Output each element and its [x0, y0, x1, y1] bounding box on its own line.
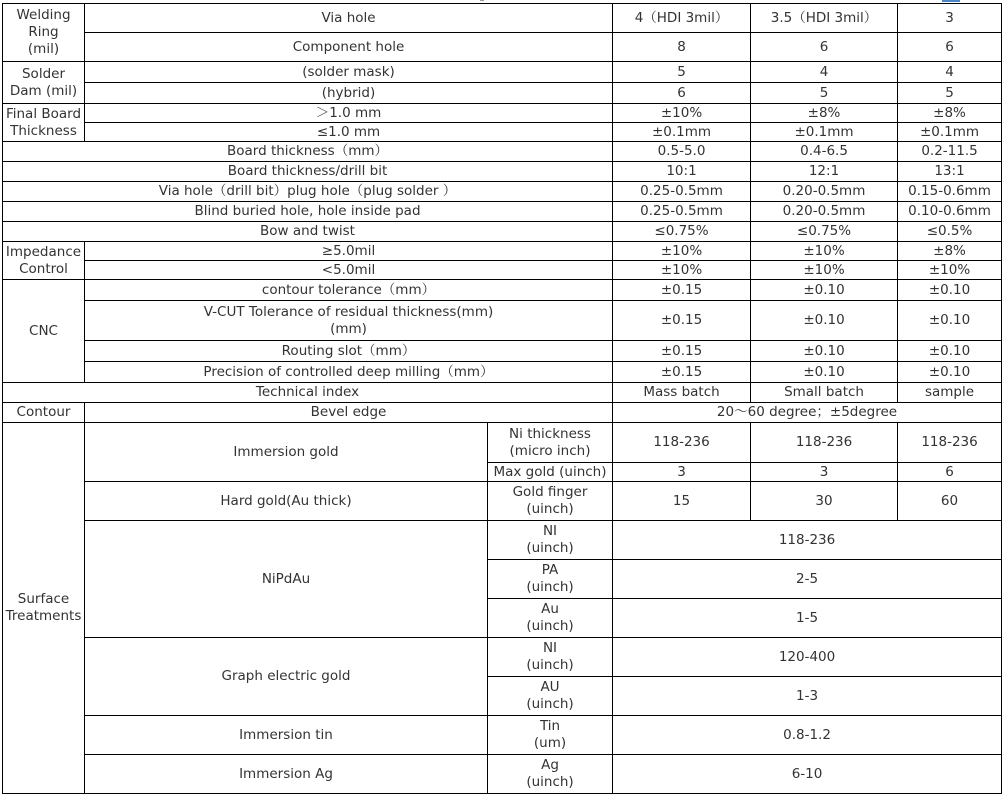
cell-small: 0.20-0.5mm [751, 202, 898, 222]
cell-small: 3.5（HDI 3mil） [751, 4, 898, 33]
table-row [3, 638, 1002, 677]
cell-mass: 118-236 [613, 423, 751, 463]
surface-treatments-label: Surface Treatments [3, 423, 85, 794]
graph-gold-label: Graph electric gold [85, 638, 488, 716]
cell-small: ±0.10 [751, 280, 898, 301]
immersion-ag-label: Immersion Ag [85, 755, 488, 794]
cell-merged: 20～60 degree；±5degree [613, 403, 1002, 423]
cell-merged: 1-3 [613, 677, 1002, 716]
cell-mass: 3 [613, 463, 751, 482]
table-row [3, 755, 1002, 794]
table-row [3, 182, 1002, 202]
cell-sample: 6 [898, 463, 1002, 482]
cell-merged: 1-5 [613, 599, 1002, 638]
row-label: Via hole（drill bit）plug hole（plug solder ） [3, 182, 613, 202]
table-row [3, 62, 1002, 83]
row-label: Blind buried hole, hole inside pad [3, 202, 613, 222]
row-label: ≥5.0mil [85, 242, 613, 261]
cell-small: 3 [751, 463, 898, 482]
cell-small: ±0.10 [751, 362, 898, 383]
table-row [3, 33, 1002, 62]
table-row [3, 521, 1002, 560]
table-row [3, 162, 1002, 182]
row-label: (hybrid) [85, 83, 613, 104]
table-row [3, 123, 1002, 142]
cell-sample: ±0.10 [898, 341, 1002, 362]
sub-label: Ni thickness (micro inch) [488, 423, 613, 463]
cell-mass: ±0.15 [613, 362, 751, 383]
row-label: Bow and twist [3, 222, 613, 242]
cell-sample: ±10% [898, 261, 1002, 280]
cell-sample: ±8% [898, 104, 1002, 123]
header-sample: sample [898, 383, 1002, 403]
sub-label: Tin (um) [488, 716, 613, 755]
table-row [3, 202, 1002, 222]
cell-merged: 0.8-1.2 [613, 716, 1002, 755]
cell-sample: 0.2-11.5 [898, 142, 1002, 162]
table-row [3, 83, 1002, 104]
table-row [3, 482, 1002, 521]
row-label: ＞1.0 mm [85, 104, 613, 123]
cell-mass: 15 [613, 482, 751, 521]
row-label: (solder mask) [85, 62, 613, 83]
hard-gold-label: Hard gold(Au thick) [85, 482, 488, 521]
table-row [3, 280, 1002, 301]
cell-mass: 0.25-0.5mm [613, 182, 751, 202]
sub-label: NI (uinch) [488, 521, 613, 560]
cell-sample: 6 [898, 33, 1002, 62]
row-label: Board thickness/drill bit [3, 162, 613, 182]
row-label: ≤1.0 mm [85, 123, 613, 142]
cell-small: 0.20-0.5mm [751, 182, 898, 202]
cell-sample: 0.10-0.6mm [898, 202, 1002, 222]
table-row [3, 403, 1002, 423]
immersion-gold-label: Immersion gold [85, 423, 488, 482]
cell-small: 12:1 [751, 162, 898, 182]
cell-mass: ±0.1mm [613, 123, 751, 142]
cell-small: 118-236 [751, 423, 898, 463]
cell-small: ±10% [751, 261, 898, 280]
cell-sample: 3 [898, 4, 1002, 33]
table-row [3, 104, 1002, 123]
table-row [3, 4, 1002, 33]
cell-small: ±8% [751, 104, 898, 123]
cell-mass: ±0.15 [613, 301, 751, 341]
table-header-row [3, 383, 1002, 403]
cell-sample: 0.15-0.6mm [898, 182, 1002, 202]
impedance-label: Impedance Control [3, 242, 85, 280]
sub-label: PA (uinch) [488, 560, 613, 599]
cell-sample: ±0.10 [898, 280, 1002, 301]
table-row [3, 261, 1002, 280]
cell-mass: ±0.15 [613, 341, 751, 362]
cell-small: ±0.10 [751, 341, 898, 362]
row-label: Precision of controlled deep milling（mm） [85, 362, 613, 383]
cell-sample: ±0.10 [898, 301, 1002, 341]
cell-mass: 10:1 [613, 162, 751, 182]
table-row [3, 301, 1002, 341]
cell-mass: 4（HDI 3mil） [613, 4, 751, 33]
cell-mass: ±10% [613, 104, 751, 123]
table-row [3, 362, 1002, 383]
cell-sample: ±8% [898, 242, 1002, 261]
cell-small: 30 [751, 482, 898, 521]
cell-sample: 4 [898, 62, 1002, 83]
top-accent-mark [942, 0, 960, 2]
cell-mass: 0.5-5.0 [613, 142, 751, 162]
technical-index-label: Technical index [3, 383, 613, 403]
final-board-label: Final Board Thickness [3, 104, 85, 142]
cell-merged: 6-10 [613, 755, 1002, 794]
row-label: Bevel edge [85, 403, 613, 423]
row-label: Routing slot（mm） [85, 341, 613, 362]
sub-label: Ag (uinch) [488, 755, 613, 794]
cell-mass: ±10% [613, 242, 751, 261]
table-row [3, 222, 1002, 242]
header-mass-batch: Mass batch [613, 383, 751, 403]
header-small-batch: Small batch [751, 383, 898, 403]
row-label: Component hole [85, 33, 613, 62]
cell-mass: 6 [613, 83, 751, 104]
row-label: contour tolerance（mm） [85, 280, 613, 301]
cell-sample: ≤0.5% [898, 222, 1002, 242]
cell-small: ±0.10 [751, 301, 898, 341]
spec-table [2, 3, 1002, 794]
cell-sample: ±0.1mm [898, 123, 1002, 142]
row-label: <5.0mil [85, 261, 613, 280]
cell-mass: ±0.15 [613, 280, 751, 301]
sub-label: AU (uinch) [488, 677, 613, 716]
cell-small: 6 [751, 33, 898, 62]
sub-label: NI (uinch) [488, 638, 613, 677]
cell-sample: 118-236 [898, 423, 1002, 463]
cell-mass: 5 [613, 62, 751, 83]
table-row [3, 341, 1002, 362]
solder-dam-label: Solder Dam (mil) [3, 62, 85, 104]
cell-small: ±10% [751, 242, 898, 261]
cell-small: 5 [751, 83, 898, 104]
cell-sample: 13:1 [898, 162, 1002, 182]
sub-label: Gold finger (uinch) [488, 482, 613, 521]
immersion-tin-label: Immersion tin [85, 716, 488, 755]
cell-mass: 0.25-0.5mm [613, 202, 751, 222]
cell-mass: ≤0.75% [613, 222, 751, 242]
table-row [3, 423, 1002, 463]
sub-label: Au (uinch) [488, 599, 613, 638]
cell-sample: ±0.10 [898, 362, 1002, 383]
contour-label: Contour [3, 403, 85, 423]
cell-merged: 2-5 [613, 560, 1002, 599]
cell-small: 0.4-6.5 [751, 142, 898, 162]
cell-merged: 118-236 [613, 521, 1002, 560]
nipdau-label: NiPdAu [85, 521, 488, 638]
cell-sample: 5 [898, 83, 1002, 104]
table-row [3, 242, 1002, 261]
cell-small: 4 [751, 62, 898, 83]
sub-label: Max gold (uinch) [488, 463, 613, 482]
row-label: Via hole [85, 4, 613, 33]
row-label: V-CUT Tolerance of residual thickness(mm) (mm) [85, 301, 613, 341]
table-row [3, 142, 1002, 162]
table-row [3, 716, 1002, 755]
cell-mass: ±10% [613, 261, 751, 280]
cnc-label: CNC [3, 280, 85, 383]
cell-merged: 120-400 [613, 638, 1002, 677]
cell-small: ≤0.75% [751, 222, 898, 242]
row-label: Board thickness（mm） [3, 142, 613, 162]
cell-mass: 8 [613, 33, 751, 62]
cell-small: ±0.1mm [751, 123, 898, 142]
cell-sample: 60 [898, 482, 1002, 521]
welding-ring-label: Welding Ring (mil) [3, 4, 85, 62]
top-dot [480, 0, 484, 1]
